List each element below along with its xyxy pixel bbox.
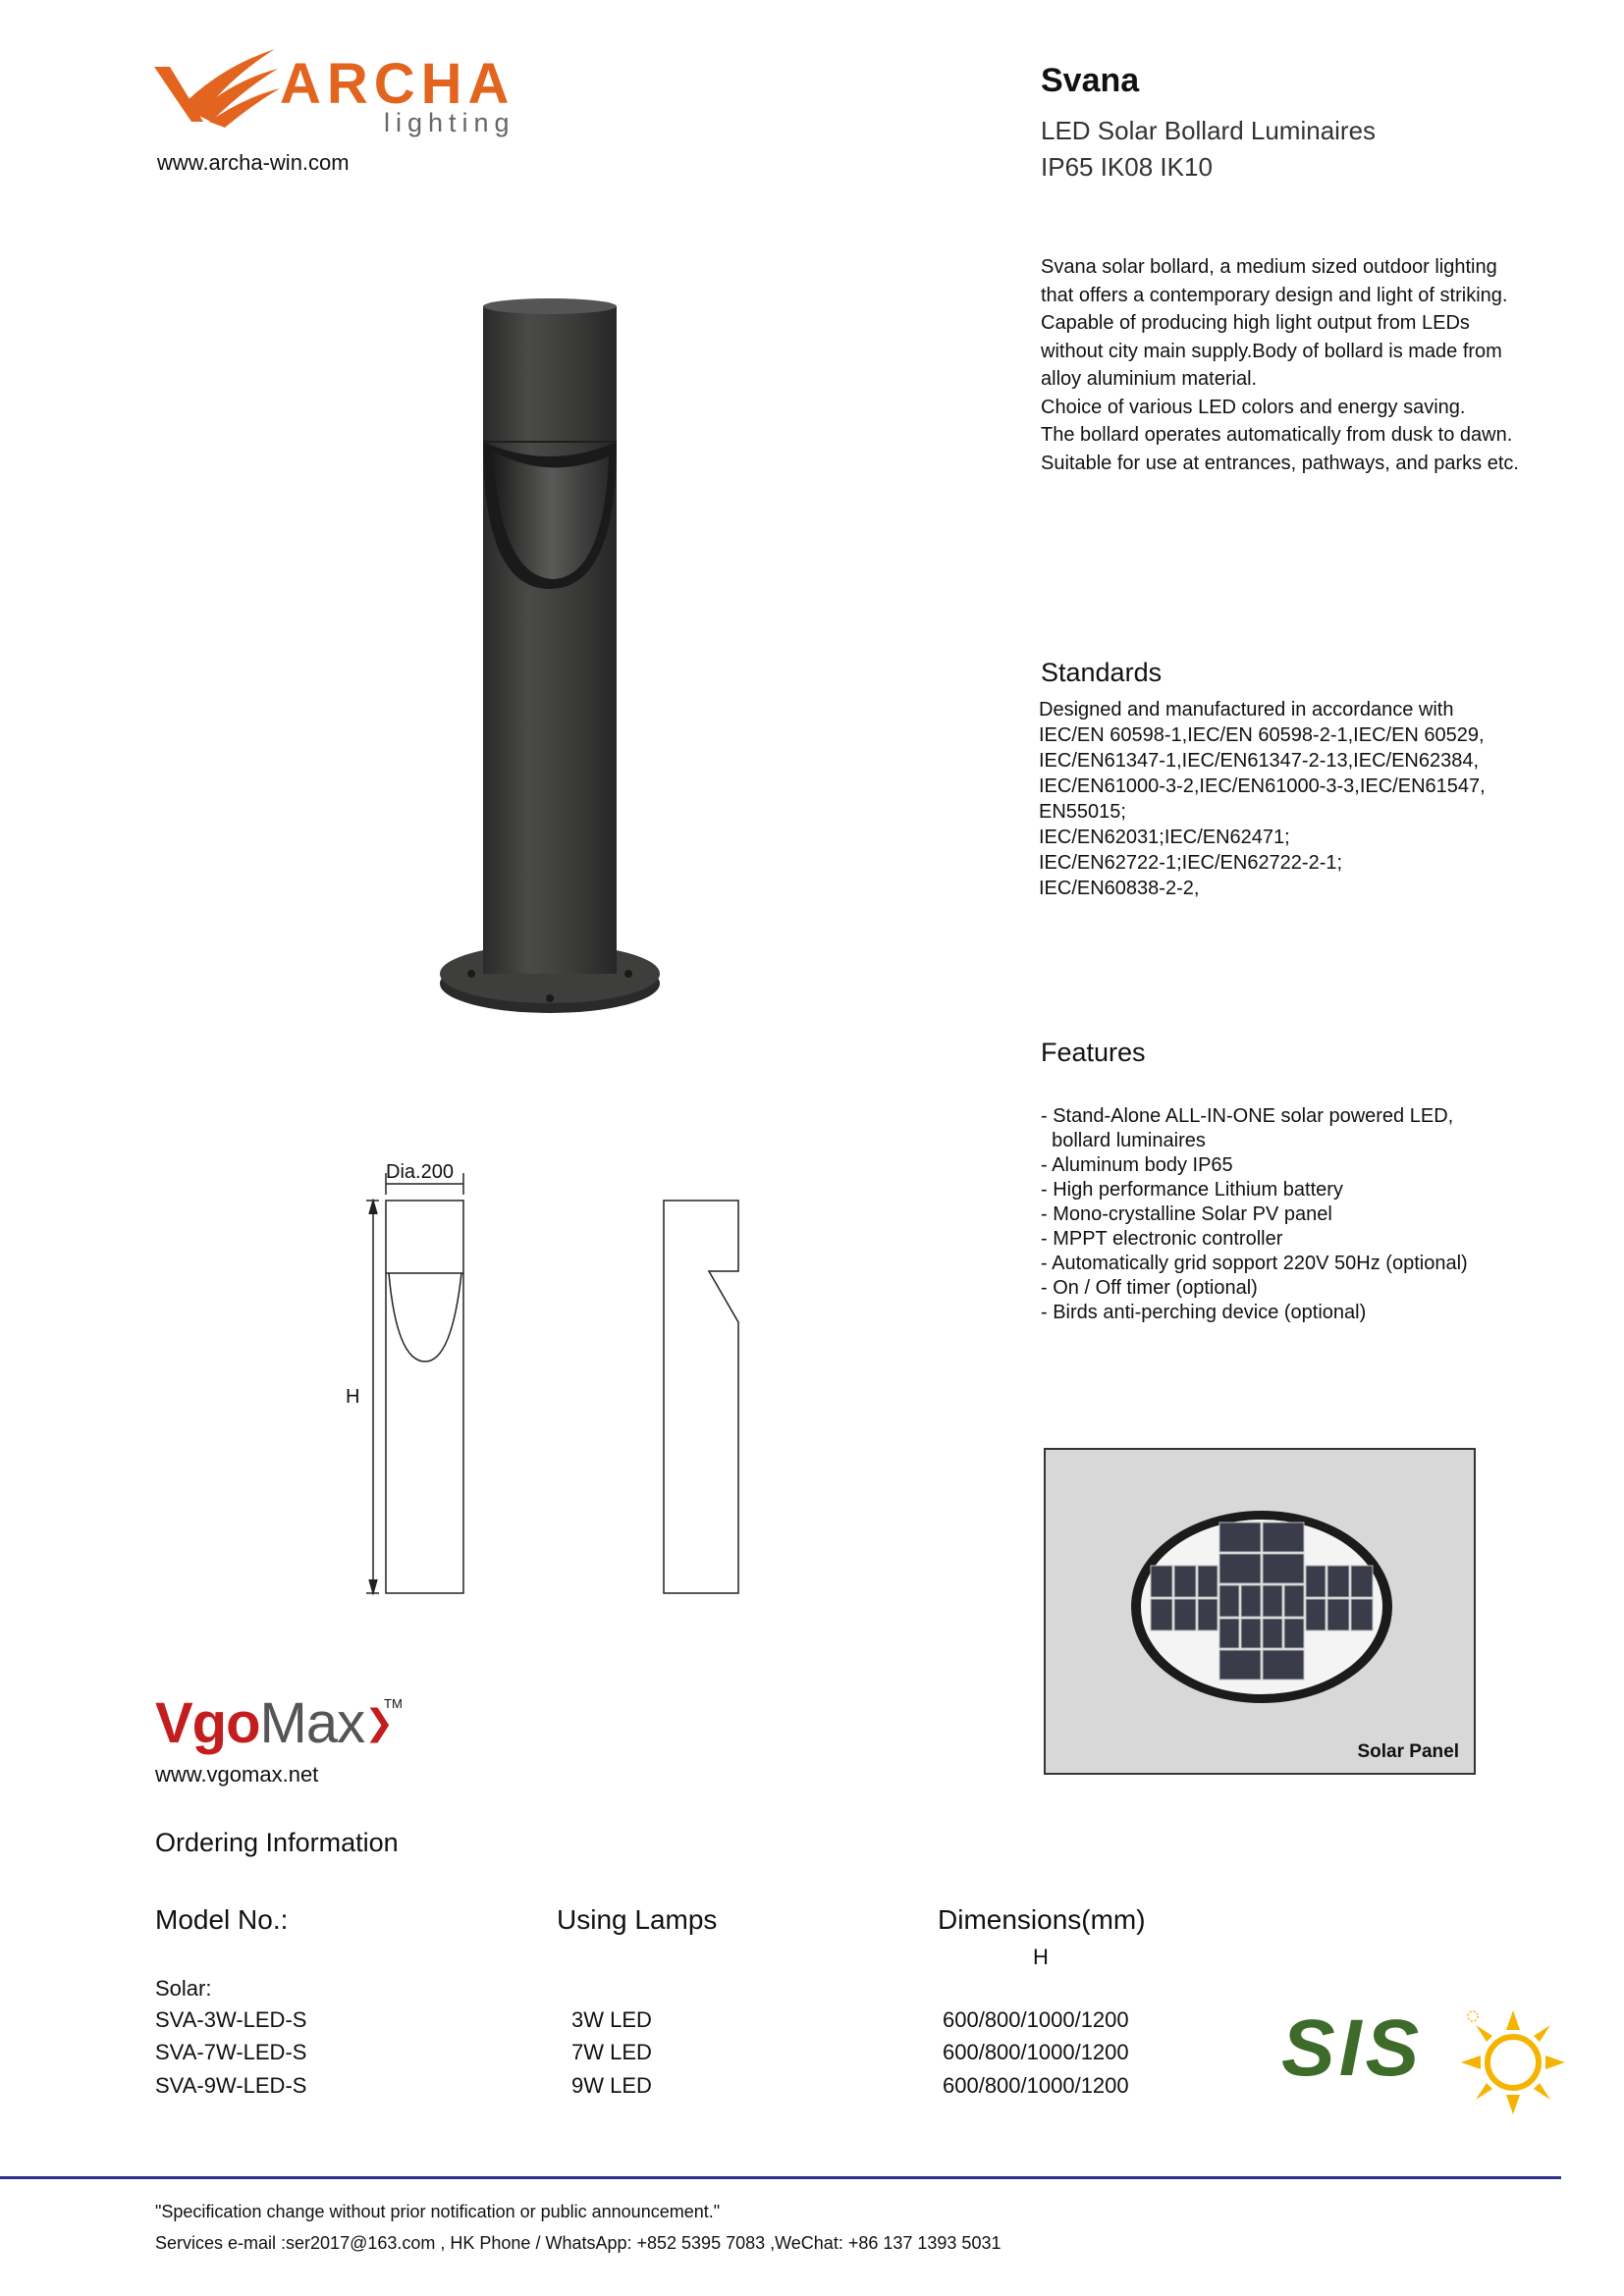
dimensions-cell: 600/800/1000/1200 — [943, 2073, 1129, 2098]
dimensions-cell: 600/800/1000/1200 — [943, 2007, 1129, 2032]
feature-item: - On / Off timer (optional) — [1041, 1277, 1258, 1299]
vgomax-arrow-icon: ❯ — [364, 1702, 394, 1742]
features-heading: Features — [1041, 1038, 1146, 1067]
product-ratings: IP65 IK08 IK10 — [1041, 152, 1213, 182]
standards-line: IEC/EN61000-3-2,IEC/EN61000-3-3,IEC/EN61547, — [1039, 775, 1486, 797]
solar-panel-figure — [1044, 1448, 1476, 1775]
standards-line: IEC/EN 60598-1,IEC/EN 60598-2-1,IEC/EN 60529, — [1039, 724, 1485, 746]
standards-heading: Standards — [1041, 658, 1163, 687]
feature-item: - Aluminum body IP65 — [1041, 1154, 1233, 1176]
solar-panel-caption: Solar Panel — [1357, 1741, 1459, 1762]
vgomax-logo-vgo: Vgo — [155, 1691, 260, 1755]
company-website[interactable]: www.archa-win.com — [157, 150, 350, 175]
description-line: Choice of various LED colors and energy saving. — [1041, 396, 1466, 418]
description-line: The bollard operates automatically from dusk to dawn. — [1041, 424, 1513, 446]
archa-logo-text: ARCHA — [280, 52, 515, 116]
feature-item: - Mono-crystalline Solar PV panel — [1041, 1203, 1332, 1225]
dimension-drawing — [324, 1144, 766, 1610]
feature-item: - MPPT electronic controller — [1041, 1228, 1283, 1250]
column-header-model: Model No.: — [155, 1904, 289, 1935]
sis-logo: SIS — [1281, 2003, 1424, 2093]
vgomax-trademark: TM — [384, 1696, 403, 1711]
lamp-cell: 7W LED — [571, 2040, 652, 2064]
column-subheader-height: H — [1033, 1945, 1049, 1969]
description-line: without city main supply.Body of bollard is made from — [1041, 340, 1502, 362]
ordering-heading: Ordering Information — [155, 1828, 399, 1857]
height-label: H — [346, 1386, 360, 1408]
archa-logo-subtext: lighting — [384, 108, 515, 137]
archa-swoosh-icon — [152, 37, 280, 135]
dimensions-cell: 600/800/1000/1200 — [943, 2040, 1129, 2064]
lamp-cell: 3W LED — [571, 2007, 652, 2032]
description-line: that offers a contemporary design and light of striking. — [1041, 284, 1508, 306]
standards-line: EN55015; — [1039, 801, 1126, 823]
feature-item: - Automatically grid sopport 220V 50Hz (optional) — [1041, 1253, 1468, 1274]
description-line: alloy aluminium material. — [1041, 368, 1258, 390]
archa-logo — [152, 29, 525, 147]
features-list — [1041, 1104, 1591, 1325]
model-cell: SVA-3W-LED-S — [155, 2007, 307, 2032]
standards-line: Designed and manufactured in accordance with — [1039, 699, 1454, 721]
group-label: Solar: — [155, 1976, 212, 2001]
standards-line: IEC/EN62031;IEC/EN62471; — [1039, 827, 1290, 848]
standards-line: IEC/EN62722-1;IEC/EN62722-2-1; — [1039, 852, 1343, 874]
solar-panel-image — [1129, 1509, 1394, 1705]
lamp-cell: 9W LED — [571, 2073, 652, 2098]
description-line: Suitable for use at entrances, pathways, and parks etc. — [1041, 452, 1519, 474]
product-subtitle: LED Solar Bollard Luminaires — [1041, 116, 1377, 145]
feature-item: - Birds anti-perching device (optional) — [1041, 1302, 1367, 1323]
vgomax-logo-max: Max — [259, 1691, 365, 1755]
vgomax-logo — [155, 1690, 393, 1756]
feature-item: bollard luminaires — [1041, 1130, 1206, 1151]
bollard-product-image — [432, 285, 687, 1050]
feature-item: - High performance Lithium battery — [1041, 1179, 1343, 1201]
sun-icon — [1459, 2008, 1567, 2116]
feature-item: - Stand-Alone ALL-IN-ONE solar powered LED, — [1041, 1105, 1454, 1127]
description-line: Capable of producing high light output from LEDs — [1041, 312, 1470, 334]
footer-divider — [0, 2176, 1561, 2179]
vgomax-website[interactable]: www.vgomax.net — [155, 1762, 319, 1787]
model-cell: SVA-9W-LED-S — [155, 2073, 307, 2098]
standards-line: IEC/EN60838-2-2, — [1039, 878, 1200, 899]
column-header-lamps: Using Lamps — [557, 1904, 718, 1935]
footer-notice: "Specification change without prior notification or public announcement." — [155, 2202, 721, 2221]
description-line: Svana solar bollard, a medium sized outdoor lighting — [1041, 256, 1497, 278]
standards-body — [1039, 697, 1589, 901]
standards-line: IEC/EN61347-1,IEC/EN61347-2-13,IEC/EN62384, — [1039, 750, 1480, 772]
footer-contact: Services e-mail :ser2017@163.com , HK Phone / WhatsApp: +852 5395 7083 ,WeChat: +86 137 1393 5031 — [155, 2233, 1001, 2253]
model-cell: SVA-7W-LED-S — [155, 2040, 307, 2064]
column-header-dimensions: Dimensions(mm) — [938, 1904, 1146, 1935]
diameter-label: Dia.200 — [386, 1161, 454, 1183]
product-description — [1041, 253, 1591, 477]
product-name: Svana — [1041, 62, 1140, 99]
